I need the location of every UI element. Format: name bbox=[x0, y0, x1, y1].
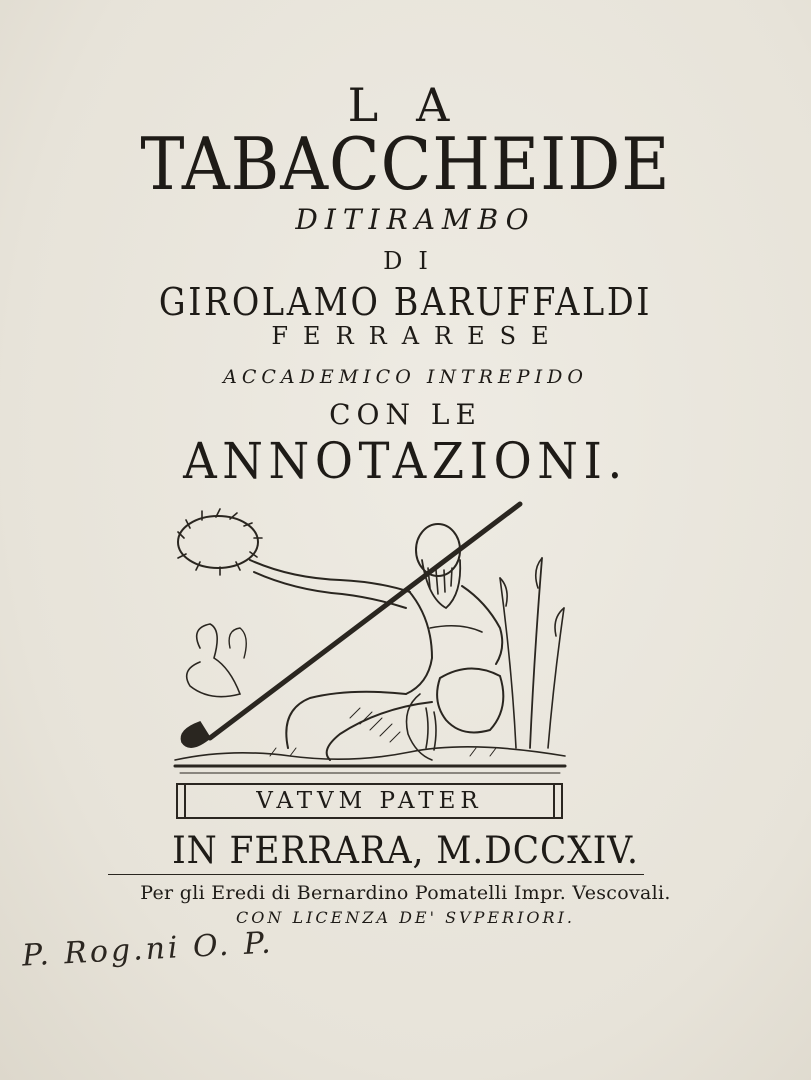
title-article: LA bbox=[347, 78, 488, 132]
by-line: DI bbox=[383, 247, 444, 275]
handwritten-inscription: P. Rog.ni O. P. bbox=[21, 925, 275, 974]
imprint-rule bbox=[108, 874, 644, 875]
emblem-motto: VATVM PATER bbox=[256, 788, 483, 814]
author-origin: FERRARESE bbox=[271, 322, 564, 350]
printer-line: Per gli Eredi di Bernardino Pomatelli Impr. Vescovali. bbox=[140, 882, 671, 904]
academy: ACCADEMICO INTREPIDO bbox=[223, 366, 588, 388]
license-line: CON LICENZA DE' SVPERIORI. bbox=[236, 908, 575, 927]
genre: DITIRAMBO bbox=[295, 203, 536, 236]
book-title: TABACCHEIDE bbox=[140, 122, 671, 206]
annotations-line: ANNOTAZIONI. bbox=[183, 432, 628, 490]
imprint-place-date: IN FERRARA, M.DCCXIV. bbox=[172, 829, 639, 872]
author-name: GIROLAMO BARUFFALDI bbox=[158, 280, 653, 324]
emblem-cartouche bbox=[176, 783, 563, 819]
with-line: CON LE bbox=[329, 398, 482, 431]
river-god-emblem bbox=[170, 498, 570, 820]
